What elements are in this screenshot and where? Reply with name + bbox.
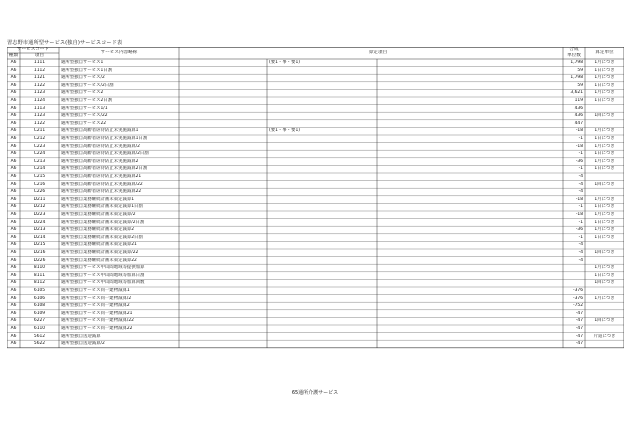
row-kind: A6 [10,67,17,73]
row-service-name: 通所型独自送迎減算/2 [61,341,105,347]
row-service-name: 通所型独自業務継続計画未策定減算2日割 [61,234,143,240]
row-kind: A6 [10,333,17,339]
row-kind: A6 [10,234,17,240]
row-item-code: D224 [33,219,46,225]
row-units: -47 [575,341,583,347]
row-kind: A6 [10,288,17,293]
row-service-name: 通所型独自サービス/22 [61,113,108,119]
row-service-name: 通所型独自サービス22 [61,120,107,126]
row-kind: A6 [10,318,17,324]
header-item: 項目 [34,53,45,58]
row-kind: A6 [10,227,17,233]
row-kind: A6 [10,181,17,187]
row-calc-unit: 1日につき [594,234,615,240]
row-service-name: 通所型独自業務継続計画未策定減算/2 [61,212,136,217]
page-footer: 65通所介護サービス [291,390,339,396]
row-service-name: 通所型独自サービス2日割 [61,98,113,103]
row-service-name: 通所型独自サービス同一建物減算22 [61,326,133,331]
row-service-name: 通所型独自サービス中山間地域等提供加算 [61,265,145,271]
row-kind: A6 [10,158,17,164]
row-item-code: 1112 [33,67,46,73]
row-kind: A6 [10,295,17,301]
row-units: -376 [573,288,583,293]
row-units: -4 [578,257,583,263]
row-kind: A6 [10,280,17,286]
row-calc-unit: 1月につき [594,60,615,65]
row-units: -18 [575,196,583,202]
row-item-code: C214 [33,166,46,172]
row-kind: A6 [10,272,17,278]
row-kind: A6 [10,212,17,217]
row-calc-unit: 1月につき [594,227,615,233]
row-units: -47 [575,326,583,331]
row-kind: A6 [10,82,17,88]
row-service-name: 通所型独自サービス1/1 [61,105,108,111]
row-calc-unit: 1月につき [594,196,615,202]
row-item-code: 8110 [33,265,46,271]
row-calc-unit: 1月につき [594,212,615,217]
row-item-code: 8112 [33,280,46,286]
row-kind: A6 [10,189,17,195]
row-units: -36 [575,227,583,233]
row-calc-unit: 1回につき [594,113,615,119]
row-units: -4 [578,174,583,179]
row-units: -1 [578,151,583,157]
row-item-code: C216 [33,181,46,187]
row-service-name: 通所型独自高齢者虐待防止未実施減算21 [61,174,142,179]
row-item-code: D211 [33,196,46,202]
row-service-name: 通所型独自高齢者虐待防止未実施減算/2 [61,143,140,149]
row-item-code: 6105 [33,288,46,293]
row-item-code: 6106 [33,295,46,301]
row-kind: A6 [10,143,17,149]
row-calc-unit: 1月につき [594,295,615,301]
row-service-name: 通所型独自サービス1 [61,60,104,65]
row-units: -18 [575,128,583,134]
row-service-name: 通所型独自サービス同一建物減算21 [61,310,133,316]
row-units: 59 [577,82,583,88]
row-item-code: D215 [33,242,46,248]
row-kind: A6 [10,265,17,271]
row-kind: A6 [10,257,17,263]
row-service-name: 通所型独自業務継続計画未策定減算22 [61,257,137,263]
row-calc-unit: 1回につき [594,181,615,187]
row-item-code: 6108 [33,303,46,309]
row-item-code: 1121 [33,75,46,81]
header-calc-items: 算定項目 [368,50,388,55]
row-calc-unit: 1日につき [594,67,615,73]
row-kind: A6 [10,90,17,96]
row-calc-unit: 1日につき [594,98,615,103]
row-item-code: C213 [33,158,46,164]
row-calc-unit: 1日につき [594,82,615,88]
row-units: -1 [578,219,583,225]
row-kind: A6 [10,136,17,141]
row-units: 436 [574,105,583,111]
row-service-name: 通所型独自高齢者虐待防止未実施減算22 [61,189,142,195]
row-item-code: D223 [33,212,46,217]
row-units: -4 [578,189,583,195]
row-service-name: 通所型独自業務継続計画未策定減算1 [61,196,135,202]
row-calc-unit: 1回につき [594,250,615,255]
row-item-code: 6110 [33,326,46,331]
row-calc-unit: 1日につき [594,219,615,225]
row-service-name: 通所型独自業務継続計画未策定減算/2日割 [61,219,145,225]
row-item-code: 6109 [33,310,46,316]
row-item-code: 6227 [33,318,46,324]
row-calc-unit: 1日につき [594,204,615,210]
row-calc-unit: 1日につき [594,151,615,157]
row-service-name: 通所型独自高齢者虐待防止未実施減算2 [61,158,139,164]
row-kind: A6 [10,75,17,81]
row-item-code: C226 [33,189,46,195]
row-item-code: 1123 [33,113,46,119]
row-service-name: 通所型独自サービス同一建物減算1 [61,288,130,293]
row-service-name: 通所型独自業務継続計画未策定減算1日割 [61,204,143,210]
row-units: -4 [578,181,583,187]
row-condition: (要1・事・要1) [269,128,300,134]
row-item-code: C211 [33,128,46,134]
row-condition: (要1・事・要1) [269,60,300,65]
row-item-code: C223 [33,143,46,149]
row-kind: A6 [10,120,17,126]
row-calc-unit: 1日につき [594,136,615,141]
row-service-name: 通所型独自サービス2 [61,90,104,96]
row-service-name: 通所型独自高齢者虐待防止未実施減算/22 [61,181,143,187]
row-units: -752 [573,303,583,309]
row-service-name: 通所型独自高齢者虐待防止未実施減算1日割 [61,136,148,141]
row-kind: A6 [10,204,17,210]
row-service-name: 通所型独自サービス中山間地域等加算回数 [61,280,145,286]
row-units: -47 [575,310,583,316]
row-kind: A6 [10,219,17,225]
header-units-line2: 単位数 [567,53,581,58]
row-kind: A6 [10,174,17,179]
row-kind: A6 [10,151,17,157]
row-item-code: 1122 [33,82,46,88]
row-units: -18 [575,212,583,217]
row-units: 1,798 [570,75,583,81]
row-service-name: 通所型独自サービス1日割 [61,67,113,73]
row-calc-unit: 1月につき [594,158,615,164]
row-service-name: 通所型独自業務継続計画未策定減算/22 [61,250,139,255]
row-calc-unit: 1日につき [594,166,615,172]
row-units: -4 [578,250,583,255]
row-units: -1 [578,204,583,210]
row-item-code: 8111 [33,272,46,278]
row-units: -18 [575,143,583,149]
row-item-code: C224 [33,151,46,157]
row-service-name: 通所型独自サービス同一建物減算/22 [61,318,134,324]
row-kind: A6 [10,303,17,309]
header-service-code: サービスコード [16,47,50,52]
header-units-line1: 合成 [569,47,579,52]
row-units: -47 [575,333,583,339]
row-kind: A6 [10,196,17,202]
row-service-name: 通所型独自サービス中山間地域等加算日割 [61,272,145,278]
row-calc-unit: 1月につき [594,265,615,271]
row-item-code: 5622 [33,341,46,347]
row-units: 436 [574,113,583,119]
row-units: -376 [573,295,583,301]
row-kind: A6 [10,326,17,331]
row-units: -1 [578,234,583,240]
row-item-code: D226 [33,257,46,263]
row-calc-unit: 1日につき [594,272,615,278]
row-item-code: 5612 [33,333,46,339]
row-calc-unit: 1月につき [594,143,615,149]
row-service-name: 通所型独自サービス/2日割 [61,82,114,88]
service-code-table [7,47,624,350]
row-item-code: D214 [33,234,46,240]
row-units: -36 [575,158,583,164]
row-service-name: 通所型独自サービス同一建物減算2 [61,303,130,309]
row-kind: A6 [10,341,17,347]
row-kind: A6 [10,310,17,316]
row-units: -47 [575,318,583,324]
row-calc-unit: 1回につき [594,318,615,324]
row-kind: A6 [10,98,17,103]
row-item-code: D216 [33,250,46,255]
row-item-code: 1122 [33,120,46,126]
row-units: -4 [578,242,583,248]
row-units: 1,798 [570,60,583,65]
row-calc-unit: 1月につき [594,128,615,134]
row-units: 119 [574,98,583,103]
header-content-name: サービス内容略称 [100,50,138,55]
row-item-code: 1113 [33,105,46,111]
row-kind: A6 [10,166,17,172]
row-calc-unit: 片道につき [593,333,616,339]
row-item-code: D212 [33,204,46,210]
row-service-name: 通所型独自送迎減算 [61,333,101,339]
row-units: -1 [578,166,583,172]
row-kind: A6 [10,128,17,134]
row-item-code: C212 [33,136,46,141]
header-kind: 種類 [8,53,19,58]
row-service-name: 通所型独自高齢者虐待防止未実施減算1 [61,128,139,134]
row-kind: A6 [10,242,17,248]
row-item-code: D213 [33,227,46,233]
row-service-name: 通所型独自サービス同一建物減算/2 [61,295,132,301]
row-calc-unit: 1回につき [594,280,615,286]
row-kind: A6 [10,60,17,65]
header-calc-unit: 算定単位 [595,50,614,55]
row-calc-unit: 1月につき [594,75,615,81]
row-calc-unit: 1月につき [594,90,615,96]
row-units: 59 [577,67,583,73]
row-units: 3,621 [570,90,583,96]
row-item-code: 1111 [33,60,46,65]
row-kind: A6 [10,113,17,119]
row-service-name: 通所型独自サービス/2 [61,75,105,81]
row-service-name: 通所型独自高齢者虐待防止未実施減算2日割 [61,166,148,172]
row-item-code: 1124 [33,98,46,103]
row-kind: A6 [10,105,17,111]
row-kind: A6 [10,250,17,255]
row-service-name: 通所型独自高齢者虐待防止未実施減算/2日割 [61,151,149,157]
row-item-code: 1123 [33,90,46,96]
row-units: 447 [574,120,583,126]
row-item-code: C215 [33,174,46,179]
document-title: 習志野市通所型サービス(独自)サービスコード表 [7,40,123,46]
row-service-name: 通所型独自業務継続計画未策定減算21 [61,242,137,248]
row-units: -1 [578,136,583,141]
row-service-name: 通所型独自業務継続計画未策定減算2 [61,227,135,233]
